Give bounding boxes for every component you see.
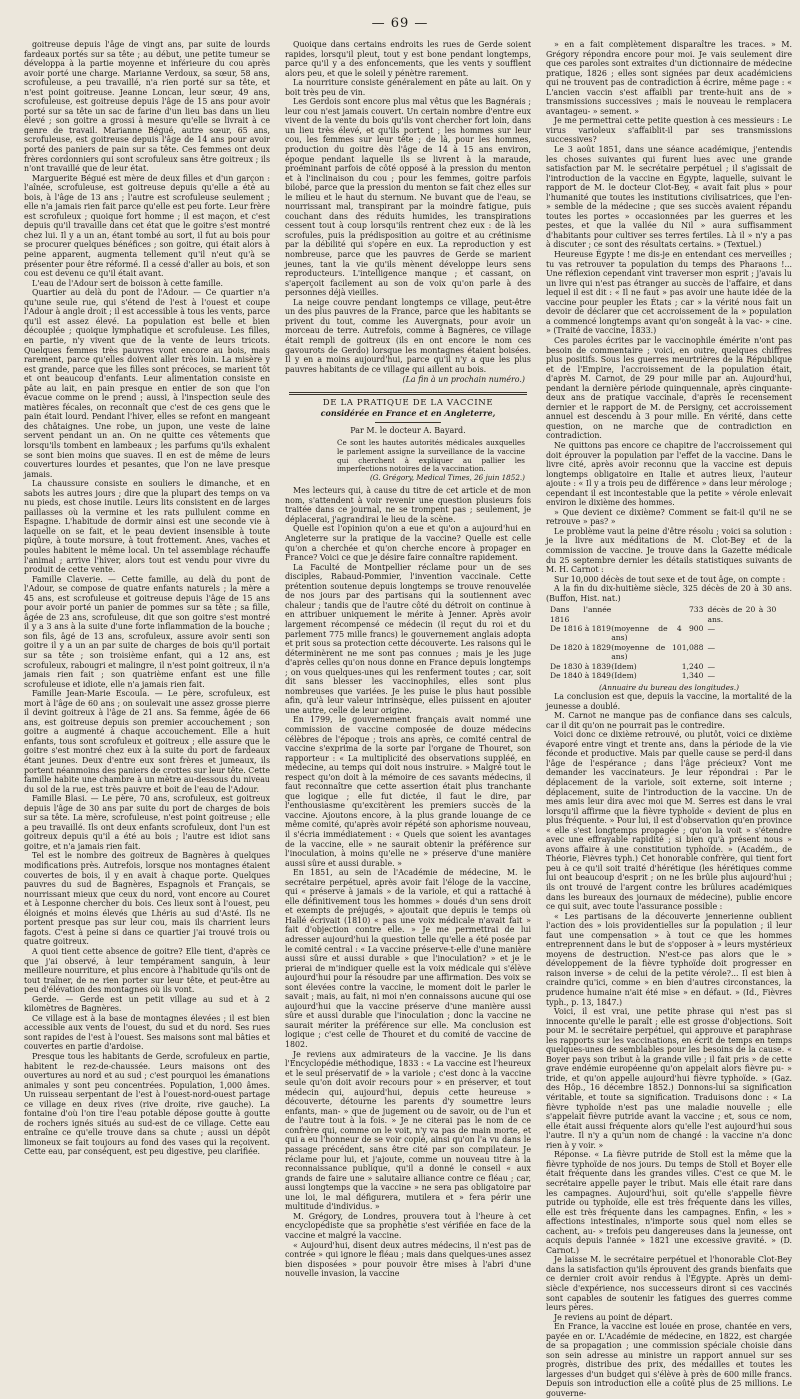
table-cell-deaths: 900 [688,624,704,634]
article-author: Par M. le docteur A. Bayard. [350,425,466,435]
table-cell-period: De 1816 à 1819 [550,624,612,634]
paragraph: Mes lecteurs qui, à cause du titre de cet article et de mon nom, s'attendent à voir revenir une question plusieurs fois traitée dans ce journal, ne se trompent pas ; seulement, je déplacerai, j'agrandirai le lieu de la scène. [285,486,531,524]
paragraph: L'eau de l'Adour sert de boisson à cette famille. [32,278,223,288]
paragraph: Quartier au delà du pont de l'Adour. — Ce quartier n'a qu'une seule rue, qui s'étend de l'est à l'ouest et coupe l'Adour à angle droit ; il est accessible à tous les vents, parce qu'il est assez élevé. La population est belle et bien découplée ; quoique lymphatique et scrofuleuse. Les filles, en partie, n'y vivent que de la vente de leurs tricots. Quelques femmes très pauvres vont encore au bois, mais rarement, parce qu'elles doivent aller très loin. La misère y est grande, parce que les filles sont précoces, se marient tôt et ont beaucoup d'enfants. Leur alimentation consiste en pâte au lait, en pain presque en entier de son que l'on évacue comme on le prend ; aussi, à l'inspection seule des matières fécales, on reconnaît que c'est de ces gens que le pain était lourd. Pendant l'hiver, elles se refont en mangeant des châtaignes. Une robe, un jupon, une veste de laine servent pendant un an. On ne quitte ces vêtements que lorsqu'ils tombent en lambeaux ; les parfums qu'ils exhalent se sont bien moins que suaves. Il en est de même de leurs couvertures lourdes et pesantes, que l'on ne lave presque jamais. [24,288,270,479]
paragraph: Quelle est l'opinion qu'on a eue et qu'on a aujourd'hui en Angleterre sur la pratique de la vaccine? Quelle est celle qu'on a cherchée et qu'on cherche encore à propager en France? Voici ce que je désire faire connaître rapidement. [285,524,531,563]
table-cell-suffix: décès de 20 à 30 ans. [707,605,777,624]
table-cell-deaths: 733 [688,605,704,615]
table-cell-note: (moyenne de 4 ans) [611,624,682,643]
paragraph: Les Gerdois sont encore plus mal vêtus que les Bagnérais ; leur cou n'est jamais couvert. Un certain nombre d'entre eux vivent de la vente du bois qu'ils vont chercher fort loin, dans un lieu très élevé, et qu'ils portent ; les hommes sur leur cou, les femmes sur leur tête ; de là, pour les hommes, production du goitre dès l'âge de 14 à 15 ans environ, époque pendant laquelle ils se livrent à la maraude, proéminant parfois de côté opposé à la pression du menton et à l'inclinaison du cou ; pour les femmes, goitre parfois bilobé, parce que la pression du menton se fait chez elles sur le milieu et le haut du sternum. Ne buvant que de l'eau, se nourrissant mal, transpirant par la moindre fatigue, puis couchant dans des réduits humides, les transpirations cessent tout à coup lorsqu'ils rentrent chez eux : de là les scrofules, puis la prédisposition au goitre et au crétinisme par la débilité qui s'opère en eux. La reproduction y est nombreuse, parce que les pauvres de Gerde se marient jeunes, tant la vie qu'ils mènent développe leurs sens reproducteurs. L'intelligence manque ; et cassant, on s'aperçoit facilement au son de voix qu'on parle à des personnes déjà vieilles. [285,97,531,298]
table-source: (Annuaire du bureau des longitudes.) [598,682,740,692]
paragraph: Gerde. — Gerde est un petit village au sud et à 2 kilomètres de Bagnères. [24,994,270,1014]
paragraph: En 1851, au sein de l'Académie de médecine, M. le secrétaire perpétuel, après avoir fait l'éloge de la vaccine, qui « préserve à jamais » de la variole, et qui a rattaché à elle définitivement tous les hommes » doués d'un sens droit et exempts de préjugés, » ajoutait que depuis le temps où Hallé écrivait (1810) « pas une voix médicale n'avait fait » fait d'objection contre elle. » Je me permettrai de lui adresser aujourd'hui la question telle qu'elle a été posée par le comité central : « La vaccine préserve-t-elle d'une manière aussi sûre et aussi durable » que l'inoculation? » et je le prierai de m'indiquer quelle est la voix médicale qui s'élève aujourd'hui pour la résoudre par une affirmation. Des voix se sont élevées contre la vaccine, le moment doit le parler le savait ; mais, au fait, ni moi n'en connaissons aucune qui ose aujourd'hui que la vaccine préserve d'une manière aussi sûre et aussi durable que l'inoculation ; donc la vaccine ne saurait mériter la préférence sur elle. Ma conclusion est logique ; c'est celle de Thouret et du comité de vaccine de 1802. [285,868,531,1050]
column-3 [546,40,792,1398]
paragraph: Famille Claverie. — Cette famille, au delà du pont de l'Adour, se compose de quatre enfants naturels ; la mère a 45 ans, est scrofuleuse et goitreuse depuis l'âge de 15 ans pour avoir porté un panier de pommes sur sa tête ; sa fille, âgée de 23 ans, scrofuleuse, dit que son goitre s'est montré il y a 3 ans à la suite d'une forte inflammation de la bouche ; son fils, âgé de 13 ans, scrofuleux, assure avoir senti son goitre il y a un an par suite de charges de bois qu'il portait sur sa tête ; son troisième enfant, qui a 12 ans, est scrofuleux, rabougri et malingre, il n'est point goitreux, il n'a jamais rien fait ; son quatrième enfant est une fille scrofuleuse et idiote, elle n'a jamais rien fait. [24,574,270,689]
column-3-text-b [546,692,792,1398]
table-cell-note: (Idem) [611,671,637,681]
table-cell-suffix: — [707,671,716,681]
paragraph: En France, la vaccine est louée en prose, chantée en vers, payée en or. L'Académie de médecine, en 1822, est chargée de sa propagation ; une commission spéciale choisie dans son sein adresse au ministre un rapport annuel sur ses progrès, distribue des prix, des médailles et toutes les largesses d'un budget qui s'élève à près de 600 mille francs. Depuis son introduction elle a coûté plus de 25 millions. Le gouverne- [546,1322,792,1398]
column-3-text-a [546,40,792,603]
column-2-continuation [285,40,531,374]
table-row [550,605,776,624]
paragraph: Voici donc ce dixième retrouvé, ou plutôt, voici ce dixième évaporé entre vingt et trente ans, dans la période de la vie féconde et productive. Mais par quelle cause se perd-il dans l'âge de l'espérance ; dans l'âge précieux? Vont me demander les vaccinateurs. Je leur répondrai : Par le déplacement de la variole, soit externe, soit interne ; déplacement, suite de l'introduction de la vaccine. Un de mes amis leur dira avec moi que M. Serres est dans le vrai lorsqu'il affirme que la fièvre typhoïde « devient de plus en plus fréquente. » Pour lui, il est d'observation qu'en province « elle s'est longtemps propagée ; qu'on la voit » s'étendre avec une effrayable rapidité ; si bien qu'à présent nous » avons affaire à une constitution typhoïde. » (Académ., de Théorie, Fièvres typh.) Cet honorable confrère, qui tient fort peu à ce qu'il soit traité d'hérétique (les hérétiques comme lui ont beaucoup d'esprit ; on ne les brûle plus aujourd'hui ; ils ont trouvé de l'argent contre les brûlures académiques dans les bureaux des journaux de médecine), publie encore ce qui suit, avec toute l'assurance possible : [546,730,792,912]
table-row [550,662,776,671]
paragraph: Je reviens au point de départ. [554,1312,673,1322]
paragraph: La Faculté de Montpellier réclame pour un de ses disciples, Rabaud-Pommier, l'invention vaccinale. Cette prétention soutenue depuis longtemps se trouve renouvelée de nos jours par des partisans qui la soutiennent avec chaleur ; tandis que de l'autre côté du détroit on continue à en attribuer uniquement le mérite à Jenner. Après avoir largement récompensé ce médecin (il reçut du roi et du parlement 775 mille francs) le gouvernement anglais adopta et prit sous sa protection cette découverte. Les raisons qui le déterminèrent ne me sont pas connues ; mais je les juge d'après celles qu'on nous donne en France depuis longtemps ; on vous quelques-unes qui les renferment toutes ; car, soit dit sans blesser les vaccinophiles, elles sont plus nombreuses que variées. Je les puise le plus haut possible afin, qu'à leur valeur intrinsèque, elles puissent en ajouter une autre, celle de leur origine. [285,562,531,715]
table-row [550,624,776,643]
paragraph: M. Carnot ne manque pas de confiance dans ses calculs, car il dit qu'on ne pourrait pas le contredire. [546,711,792,730]
continued-note: (La fin à un prochain numéro.) [402,375,525,385]
paragraph: La chaussure consiste en souliers le dimanche, et en sabots les autres jours ; dire que la plupart des temps on va nu pieds, est chose inutile. Leurs lits consistent en de larges paillasses où la vermine et les rats pullulent comme en Espagne. L'habitude de dormir ainsi est une seconde vie à laquelle on se fait, et le peau devient insensible à toute piqûre, à toute morsure, à tout frottement. Anes, vaches et poules habitent le même local. Un tel assemblage réchauffe l'animal ; arrive l'hiver, alors tout est vendu pour vivre du produit de cette vente. [24,479,270,575]
page-number: — 69 — [371,16,429,31]
title-rule [375,422,441,423]
table-cell-note [611,605,681,624]
paragraph: La conclusion est que, depuis la vaccine, la mortalité de la jeunesse a doublé. [546,692,792,711]
paragraph: goitreuse depuis l'âge de vingt ans, par suite de lourds fardeaux portés sur sa tête ; au début, une petite tumeur se développa à la partie moyenne et inférieure du cou après avoir porté une charge. Marianne Verdoux, sa sœur, 58 ans, scrofuleuse, a peu travaillé, n'a rien porté sur sa tête, et n'est point goitreuse. Jeanne Loncan, leur sœur, 49 ans, scrofuleuse, est goitreuse depuis l'âge de 15 ans pour avoir porté sur sa tête un sac de farine d'un lieu bas dans un lieu élevé ; son goitre a grossi à mesure qu'elle se livrait à ce genre de travail. Marianne Bégué, autre sœur, 65 ans, scrofuleuse, est goitreuse depuis l'âge de 14 ans pour avoir porté des paniers de pain sur sa tête. Ces femmes ont deux frères cordonniers qui sont scrofuleux sans être goitreux ; ils n'ont travaillé que de leur état. [24,40,270,174]
paragraph: Famille Jean-Marie Escoula. — Le père, scrofuleux, est mort à l'âge de 60 ans ; on soulevait une assez grosse pierre il devint goitreux à l'âge de 21 ans. Sa femme, âgée de 66 ans, est goitreuse depuis son premier accouchement ; son goitre a augmenté à chaque accouchement. Elle a huit enfants, tous sont scrofuleux et goitreux ; elle assure que le goitre s'est montré chez eux à la suite du port de fardeaux étant jeunes. Deux d'entre eux sont frères et jumeaux, ils portent néanmoins des paniers de crottes sur leur tête. Cette famille habite une chambre à un mètre au-dessous du niveau du sol de la rue, est très pauvre et boit de l'eau de l'Adour. [24,689,270,794]
columns [24,40,792,1398]
paragraph: Je laisse M. le secrétaire perpétuel et l'honorable Clot-Bey dans la satisfaction qu'ils éprouvent des grands bienfaits que ce dernier croit avoir rendus à l'Égypte. Après un demi-siècle d'expérience, nos successeurs diront si ces vaccinés sont capables de soutenir les fatigues des guerres comme leurs pères. [546,1255,792,1313]
column-1 [24,40,270,1166]
table-row [550,643,776,662]
paragraph: La nourriture consiste généralement en pâte au lait. On y boit très peu de vin. [285,78,531,97]
table-cell-deaths: 1,240 [681,661,704,671]
paragraph: La neige couvre pendant longtemps ce village, peut-être un des plus pauvres de la France, parce que les habitants se privent du tout, comme les Auvergnats, pour avoir un morceau de terre. Autrefois, comme à Bagnères, ce village était rempli de goitreux (ils en ont encore le nom ces gavourots de Gerdo) lorsque les montagnes étaient boisées. Il y en a moins aujourd'hui, parce qu'il n'y a que les plus pauvres habitants de ce village qui aillent au bois. [285,297,531,374]
paragraph: A la fin du dix-huitième siècle, 325 décès de 20 à 30 ans. (Buffon, Hist. nat.) [546,584,792,603]
table-cell-suffix: — [707,624,716,634]
paragraph: Ces paroles écrites par le vaccinophile émérite n'ont pas besoin de commentaire ; voici, en outre, quelques chiffres plus positifs. Sous les guerres meurtrières de la République et de l'Empire, l'accroissement de la population était, d'après M. Carnot, de 29 pour mille par an. Aujourd'hui, pendant la dernière période quinquennale, après cinquante-deux ans de pratique vaccinale, d'après le recensement dernier et le rapport de M. de Persigny, cet accroissement annuel est descendu à 3 pour mille. En vérité, dans cette question, on ne marche que de contradiction en contradiction. [546,335,792,441]
paragraph: Heureuse Égypte ! me dis-je en entendant ces merveilles ; tu vas retrouver ta population du temps des Pharaons !... Une réflexion cependant vint traverser mon esprit ; j'avais lu un livre qui n'est pas étranger au succès de l'affaire, et dans lequel il est dit : « Il ne faut » pas avoir une haute idée de la vaccine pour peupler les États ; car » la vérité nous fait un devoir de déclarer que cet accroissement de la » population a commencé longtemps avant qu'on songeât à la vac- » cine. » (Traité de vaccine, 1833.) [546,250,792,336]
article-subtitle: considérée en France et en Angleterre, [320,408,496,419]
table-cell-period: De 1840 à 1849 [550,671,612,681]
table-cell-suffix: — [707,661,716,671]
paragraph: Je reviens aux admirateurs de la vaccine. Je lis dans l'Encyclopédie méthodique, 1833 : « La vaccine est l'heureux et le seul préservatif de » la variole ; c'est donc à la vaccine seule qu'on doit avoir recours pour » en préserver, et tout médecin qui, aujourd'hui, depuis cette heureuse » découverte, détourne les parents d'y soumettre leurs enfants, man- » que de jugement ou de savoir, ou de l'un et de l'autre tout à la fois. » Je ne citerai pas le nom de ce confrère qui, comme on le voit, n'y va pas de main morte, et qui a eu l'honneur de se voir copié, ainsi qu'on l'a vu dans le passage précédent, sans être cité par son compilateur. Je réclame pour lui, et j'ajoute, comme un nouveau titre à la reconnaissance publique, qu'il a donné le conseil « aux grands de faire une » salutaire alliance contre ce fléau ; car, aussi longtemps que la vaccine » ne sera pas obligatoire par une loi, le mal défigurera, mutilera et » fera périr une multitude d'individus. » [285,1049,531,1212]
paragraph: M. Grégory, de Londres, prouvera tout à l'heure à cet encyclopédiste que sa prophétie s'est vérifiée en face de la vaccine et malgré la vaccine. [285,1211,531,1240]
paragraph: Voici, il est vrai, une petite phrase qui n'est pas si innocente qu'elle le paraît ; elle est grosse d'objections. Soit pour M. le secrétaire perpétuel, qui approuve et paraphrase les rapports sur les vaccinations, en écrit de temps en temps quelques-unes de semblables pour les besoins de la cause. « Boyer pays son tribut à la grande ville ; il fait pris » de cette grave endémie européenne qu'on appelait alors fièvre pu- » tride, et qu'on appelle aujourd'hui fièvre typhoïde. » (Gaz. des Hôp., 16 décembre 1852.) Donnons-lui sa signification véritable, et toute sa signification. Traduisons donc : « La fièvre typhoïde n'est pas une maladie nouvelle ; elle s'appelait fièvre putride avant la vaccine ; et, sous ce nom, elle était aussi fréquente alors qu'elle l'est aujourd'hui sous l'autre. Il n'y a qu'un nom de changé : la vaccine n'a donc rien à y voir. » [546,1007,792,1150]
mortality-table [550,605,776,680]
epigraph-text: Ce sont les hautes autorités médicales auxquelles le parlement assigne la surveillance de la vaccine qui cherchent à expliquer au pallier les imperfections notoires de la vaccination. [337,438,525,474]
section-divider [289,392,527,395]
paragraph: En 1799, le gouvernement français avait nommé une commission de vaccine composée de douze médecins célèbres de l'époque ; trois ans après, ce comité central de vaccine s'exprima de la sorte par l'organe de Thouret, son rapporteur : « La multiplicité des observations suppléé, en médecine, au temps qui doit nous instruire. » Malgré tout le respect qu'on doit à la mémoire de ces savants médecins, il faut reconnaître que cette assertion était plus tranchante que logique ; elle fut dictée, il faut le dire, par l'enthousiasme qu'excitèrent les premiers succès de la vaccine. Ajoutons encore, à la plus grande louange de ce même comité, qu'après avoir répété son aphorisme nouveau, il s'écria immédiatement : « Quels que soient les avantages de la vaccine, elle » ne saurait obtenir la préférence sur l'inoculation, à moins qu'elle ne » préserve d'une manière aussi sûre et aussi durable. » [285,715,531,868]
epigraph [337,439,525,482]
paragraph: Famille Blasi. — Le père, 70 ans, scrofuleux, est goitreux depuis l'âge de 30 ans par suite du port de charges de bois sur sa tête. La mère, scrofuleuse, n'est point goitreuse ; elle a peu travaillé. Ils ont deux enfants scrofuleux, dont l'un est goitreux depuis qu'il a été au bois ; l'autre est idiot sans goitre, et n'a jamais rien fait. [24,794,270,851]
paragraph: « Les partisans de la découverte jennerienne oublient l'action des » lois providentielles sur la population ; il leur faut une compensation » à tout ce que les hommes entreprennent dans le but de s'opposer à » leurs mystérieux moyens de destruction. N'est-ce pas alors que le » développement de la fièvre typhoïde doit progresser en raison inverse » de celui de la petite vérole?... Il est bien à craindre qu'ici, comme » en bien d'autres circonstances, la prudence humaine n'ait été mise » en défaut. » (Id., Fièvres typh., p. 13, 1847.) [546,911,792,1007]
paragraph: » Que devient ce dixième? Comment se fait-il qu'il ne se retrouve » pas? » [546,507,792,527]
article-body [285,486,531,1278]
paragraph: Presque tous les habitants de Gerde, scrofuleux en partie, habitent le rez-de-chaussée. Leurs maisons ont des ouvertures au nord et au sud ; c'est pourquoi les émanations animales y sont peu concentrées. Population, 1,000 âmes. Un ruisseau serpentant de l'est à l'ouest-nord-ouest partage ce village en deux rives (rive droite, rive gauche). La fontaine d'où l'on tire l'eau potable dépose goutte à goutte de rochers ignés situés au sud-est de ce village. Cette eau entraîne ce qu'elle trouve dans sa chute ; aussi un dépôt limoneux se fait toujours au fond des vases qui la reçoivent. Cette eau, par conséquent, est peu digestive, peu clarifiée. [24,1051,270,1157]
paragraph: Marguerite Bégué est mère de deux filles et d'un garçon : l'aînée, scrofuleuse, est goitreuse depuis qu'elle a été au bois, à l'âge de 13 ans ; l'autre est scrofuleuse seulement ; elle n'a jamais rien fait parce qu'elle est peu forte. Leur frère est scrofuleux ; quoique fort homme ; il est maçon, et c'est depuis qu'il travaille dans cet état que le goitre s'est montré chez lui. Il y a un an, étant tombé au sort, il fut au bois pour se procurer quelques bénéfices ; son goitre, qui était alors à peine apparent, augmenta tellement qu'il n'eut qu'à se présenter pour être réformé. Il a cessé d'aller au bois, et son cou est devenu ce qu'il était avant. [24,173,270,279]
epigraph-source: (G. Grégory, Medical Times, 26 juin 1852.) [369,472,525,482]
table-cell-deaths: 1,088 [681,642,704,652]
table-cell-note: (moyenne de 10 ans) [611,642,682,662]
paragraph: Réponse. « La fièvre putride de Stoll est la même que la fièvre typhoïde de nos jours. Du temps de Stoll et Boyer elle était fréquente dans les grandes villes. C'est ce que M. le secrétaire appelle payer le tribut. Mais elle était rare dans les campagnes. Aujourd'hui, soit qu'elle s'appelle fièvre putride ou typhoïde, elle est très fréquente dans les villes, elle est très fréquente dans les campagnes. Enfin, « les » affections intestinales, n'importe sous quel nom elles se cachent, au- » trefois peu dangereuses dans la jeunesse, ont acquis depuis l'année » 1821 une excessive gravité. » (D. Carnot.) [546,1150,792,1255]
paragraph: Ne quittons pas encore ce chapitre de l'accroissement qui doit éprouver la population par l'effet de la vaccine. Dans le livre cité, après avoir reconnu que la vaccine est depuis longtemps obligatoire en Italie et autres lieux, l'auteur ajoute : « Il y a trois peu de différence » dans leur mérologe ; cependant il est incontestable que la petite » vérole enlevait environ le dixième des hommes. [546,440,792,508]
paragraph: A quoi tient cette absence de goitre? Elle tient, d'après ce que j'ai observé, à leur tempérament sanguin, à leur meilleure nourriture, et plus encore à l'habitude qu'ils ont de tout traîner, de ne rien porter sur leur tête, et peut-être au peu d'élévation des montagnes où ils vont. [24,946,270,995]
paragraph: Ce village est à la base de montagnes élevées ; il est bien accessible aux vents de l'ouest, du sud et du nord. Ses rues sont rapides de l'est à l'ouest. Ses maisons sont mal bâties et couvertes en partie d'ardoise. [24,1013,270,1052]
paragraph: Le problème vaut la peine d'être résolu ; voici sa solution : je la livre aux méditations de M. Clot-Bey et de la commission de vaccine. Je trouve dans la Gazette médicale du 25 septembre dernier les détails statistiques suivants de M. H. Carnot : [546,526,792,575]
paragraph: Le 3 août 1851, dans une séance académique, j'entendis les choses suivantes qui furent lues avec une grande satisfaction par M. le secrétaire perpétuel ; il s'agissait de l'introduction de la vaccine en Égypte, laquelle, suivant le rapport de M. le docteur Clot-Bey, « avait fait plus » pour l'humanité que toutes les institutions civilisatrices, que l'en- » semble de la médecine ; que ses succès avaient répandu toutes les portes » occasionnées par les guerres et les pestes, et que la vallée du Nil » aura suffisamment d'habitants pour cultiver ses terres fertiles. Là il » n'y a pas à discuter ; ce sont des résultats certains. » (Textuel.) [546,145,792,250]
paragraph: Je me permettrai cette petite question à ces messieurs : Le virus varioleux s'affaiblit-il par ses transmissions successives? [546,116,792,145]
table-cell-period: De 1820 à 1829 [550,642,612,652]
table-cell-suffix: — [707,642,716,652]
table-cell-period: Dans l'année 1816 [550,605,612,624]
paragraph: « Aujourd'hui, disent deux autres médecins, il n'est pas de contrée » qui ignore le fléau ; mais dans quelques-unes assez bien disposées » pour pouvoir être mises à l'abri d'une nouvelle invasion, la vaccine [285,1240,531,1279]
article-title: DE LA PRATIQUE DE LA VACCINE [322,397,494,408]
table-row [550,671,776,680]
table-cell-period: De 1830 à 1839 [550,661,612,671]
paragraph: Sur 10,000 décès de tout sexe et de tout âge, on compte : [554,574,786,584]
paragraph: Tel est le nombre des goitreux de Bagnères à quelques modifications près. Autrefois, lorsque nos montagnes étaient couvertes de bois, il y en avait à chaque porte. Quelques pauvres du sud de Bagnères, Espagnols et Français, se nourrissant mieux que ceux du nord, vont encore au Couret et à Lesponne chercher du bois. Ces lieux sont à l'ouest, peu éloignés et moins élevés que Lhéris au sud d'Asté. Ils ne portent presque pas sur leur cou, mais ils charrient leurs fagots. C'est à peine si dans ce quartier j'ai trouvé trois ou quatre goitreux. [24,851,270,947]
paragraph: » en a fait complètement disparaître les traces. » M. Grégory répondra encore pour moi. Je vais seulement dire que ces paroles sont extraites d'un dictionnaire de médecine pratique, 1826 ; elles sont signées par deux académiciens qui ne trouvent pas de contradiction à écrire, même page : « L'ancien vaccin s'est affaibli par trente-huit ans de » transmissions successives ; mais le nouveau le remplacera avantageu- » sement. » [546,40,792,116]
paragraph: Quoique dans certains endroits les rues de Gerde soient rapides, lorsqu'il pleut, tout y est bone pendant longtemps, parce qu'il y a des enfoncements, que les vents y soufflent alors peu, et que le soleil y pénètre rarement. [285,40,531,78]
table-cell-note: (Idem) [611,661,637,671]
column-2 [285,40,531,1279]
table-cell-deaths: 1,340 [681,671,704,681]
